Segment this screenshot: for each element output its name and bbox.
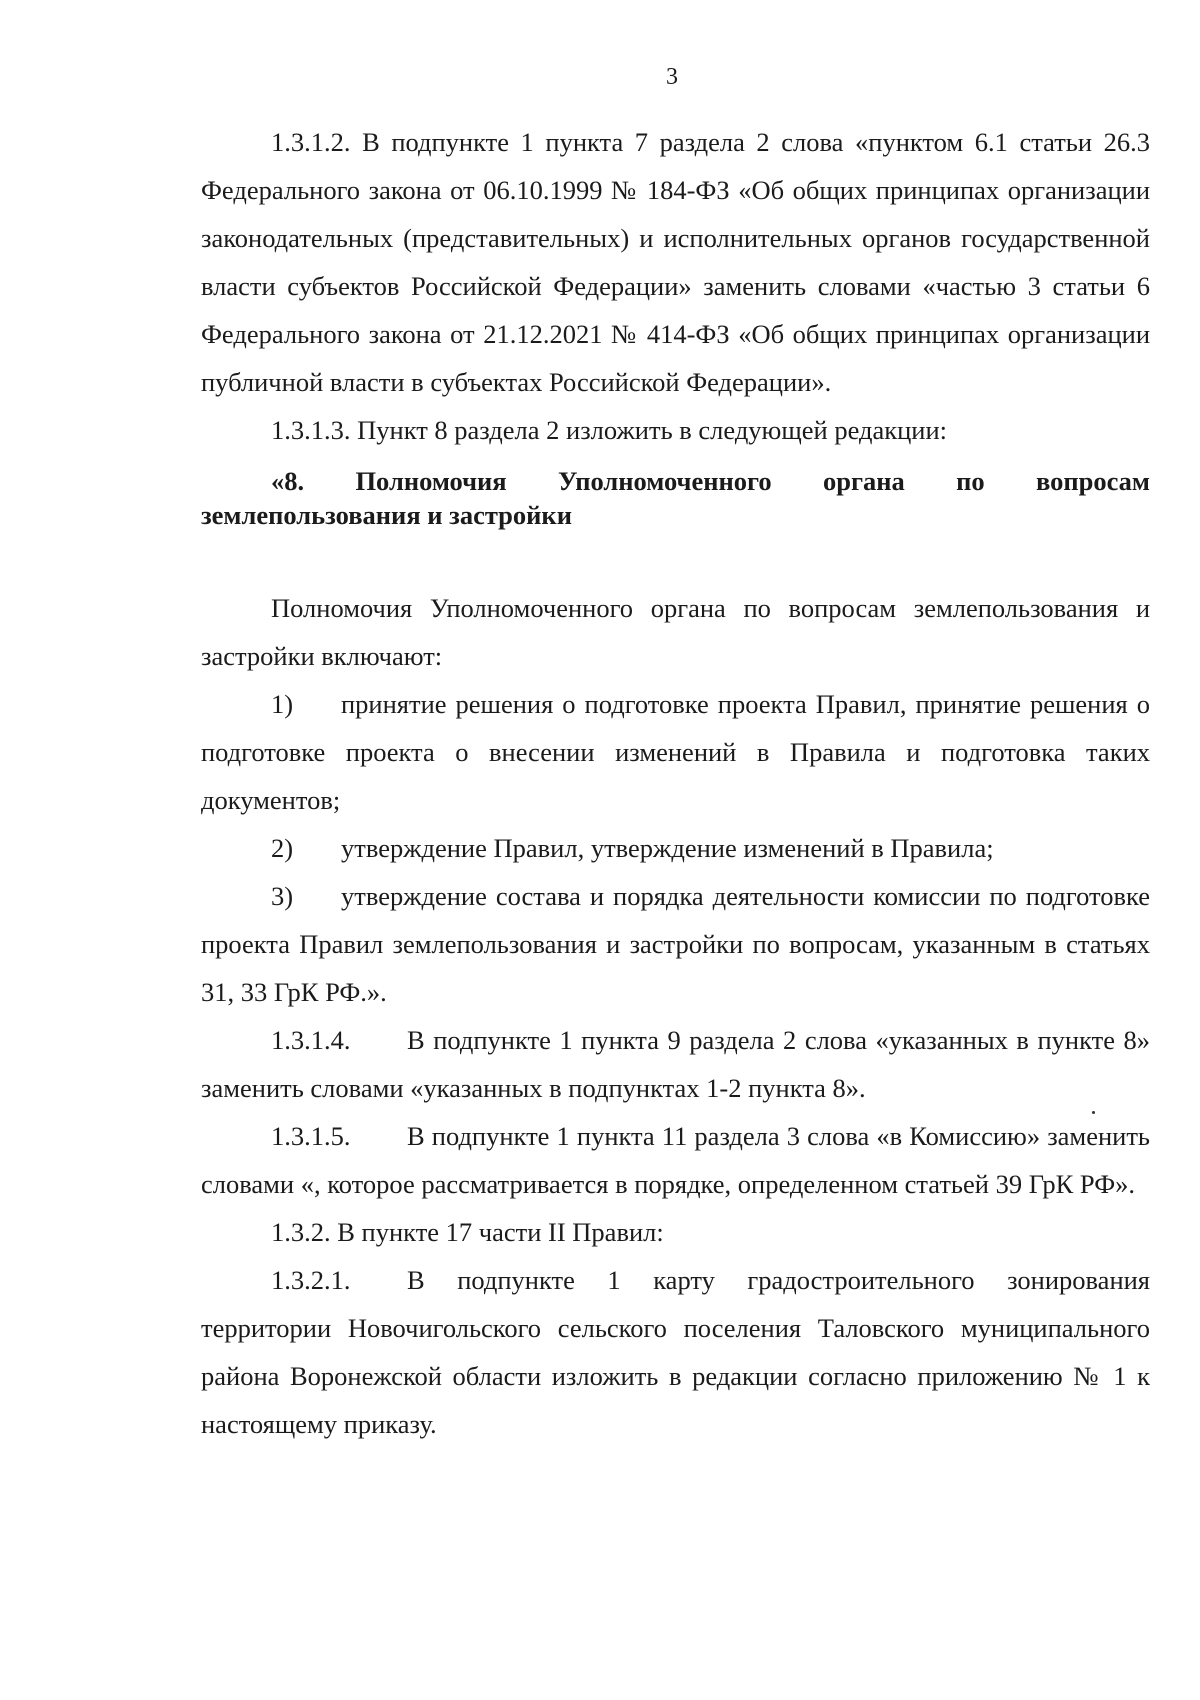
heading-word: по bbox=[956, 466, 985, 496]
list-item-1 bbox=[201, 680, 1150, 824]
paragraph-powers-intro: Полномочия Уполномоченного органа по вопросам землепользования и застройки включают: bbox=[201, 593, 1150, 671]
list-item-3 bbox=[201, 872, 1150, 1016]
list-item-text: утверждение Правил, утверждение изменений в Правила; bbox=[341, 833, 994, 863]
paragraph-text: В подпункте 1 пункта 11 раздела 3 слова «в Комиссию» заменить словами «, которое рассматривается в порядке, определенном статьей 39 ГрК РФ». bbox=[201, 1121, 1150, 1199]
list-item-text: утверждение состава и порядка деятельности комиссии по подготовке проекта Правил землепользования и застройки по вопросам, указанным в статьях 31, 33 ГрК РФ.». bbox=[201, 881, 1150, 1007]
heading-word: вопросам bbox=[1035, 466, 1150, 496]
paragraph-1-3-1-4 bbox=[201, 1016, 1150, 1112]
section-heading-line-1 bbox=[201, 464, 1150, 498]
document-body bbox=[201, 118, 1150, 1448]
blank-line bbox=[201, 532, 1150, 584]
paragraph-1-3-1-5 bbox=[201, 1112, 1150, 1208]
paragraph-1-3-1-2: 1.3.1.2. В подпункте 1 пункта 7 раздела 2 слова «пунктом 6.1 статьи 26.3 Федерального закона от 06.10.1999 № 184-ФЗ «Об общих принципах организации законодательных (представительных) и исполнительных органов государственной власти субъектов Российской Федерации» заменить словами «частью 3 статьи 6 Федерального закона от 21.12.2021 № 414-ФЗ «Об общих принципах организации публичной власти в субъектах Российской Федерации». bbox=[201, 127, 1150, 397]
section-heading bbox=[201, 454, 1150, 532]
paragraph-label: 1.3.2.1. bbox=[271, 1265, 351, 1295]
paragraph-1-3-2-1 bbox=[201, 1256, 1150, 1448]
heading-word: Уполномоченного bbox=[557, 466, 772, 496]
heading-word: органа bbox=[823, 466, 905, 496]
heading-word: «8. bbox=[271, 466, 305, 496]
paragraph-text: В подпункте 1 карту градостроительного зонирования территории Новочигольского сельского поселения Таловского муниципального района Воронежской области изложить в редакции согласно приложению № 1 к настоящему приказу. bbox=[201, 1265, 1150, 1439]
list-item-number: 3) bbox=[271, 881, 294, 911]
paragraph-label: 1.3.1.5. bbox=[271, 1121, 351, 1151]
paragraph-label: 1.3.1.4. bbox=[271, 1025, 351, 1055]
list-item-number: 2) bbox=[271, 833, 294, 863]
list-item-2 bbox=[201, 824, 1150, 872]
paragraph-text: В подпункте 1 пункта 9 раздела 2 слова «указанных в пункте 8» заменить словами «указанных в подпунктах 1-2 пункта 8». bbox=[201, 1025, 1150, 1103]
paragraph-1-3-1-3: 1.3.1.3. Пункт 8 раздела 2 изложить в следующей редакции: bbox=[271, 415, 948, 445]
page-number: 3 bbox=[666, 64, 678, 90]
list-item-text: принятие решения о подготовке проекта Правил, принятие решения о подготовке проекта о внесении изменений в Правила и подготовка таких документов; bbox=[201, 689, 1150, 815]
section-heading-line-2: землепользования и застройки bbox=[201, 500, 572, 530]
heading-word: Полномочия bbox=[355, 466, 507, 496]
list-item-number: 1) bbox=[271, 689, 294, 719]
paragraph-1-3-2: 1.3.2. В пункте 17 части II Правил: bbox=[271, 1217, 664, 1247]
scan-speck bbox=[1092, 1111, 1095, 1114]
